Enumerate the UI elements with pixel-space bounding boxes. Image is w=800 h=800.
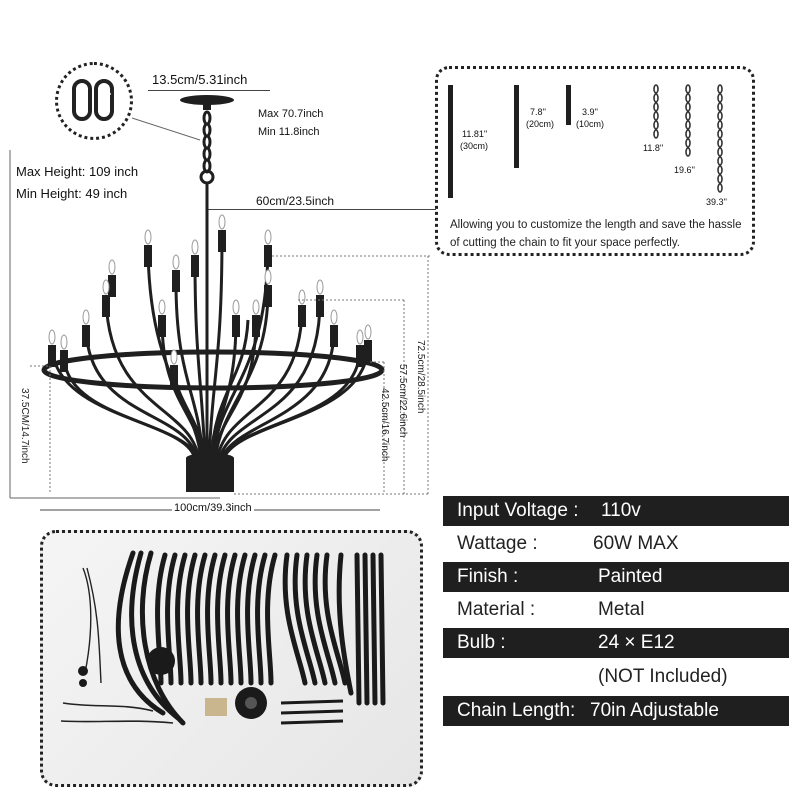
spec-row-wattage (443, 529, 789, 559)
chain-options-box (435, 66, 755, 256)
chain-short-label: 11.8'' (643, 143, 664, 153)
rod-20cm-inch: 7.8'' (530, 107, 546, 117)
spec-row-finish (443, 562, 789, 592)
lower-height-label: 37.5CM/14.7inch (19, 388, 30, 464)
min-height-label: Min Height: 49 inch (16, 186, 128, 201)
spec-row-voltage (443, 496, 789, 526)
spec-row-chain (443, 696, 789, 726)
spec-label: Input Voltage : (457, 500, 579, 521)
spec-label: Chain Length: (457, 700, 576, 721)
spec-label: Wattage : (457, 533, 538, 554)
upper-ring-label: 60cm/23.5inch (256, 194, 335, 208)
canopy-width-label: 13.5cm/5.31inch (152, 72, 248, 87)
rod-20cm (514, 85, 519, 168)
width-label: 100cm/39.3inch (174, 502, 252, 514)
spec-label: Material : (457, 599, 536, 620)
chain-max-label: Max 70.7inch (258, 108, 324, 120)
chain-mid-label: 19.6'' (674, 165, 695, 175)
spec-row-bulb-note (443, 662, 789, 692)
spec-row-bulb (443, 628, 789, 658)
rod-10cm-cm: (10cm) (576, 119, 605, 129)
rod-10cm-inch: 3.9'' (582, 107, 598, 117)
spec-value: 110v (601, 500, 641, 521)
spec-value: 70in Adjustable (590, 700, 719, 721)
spec-label: Bulb : (457, 632, 506, 653)
rod-30cm (448, 85, 453, 198)
spec-value: (NOT Included) (598, 666, 728, 687)
spec-label: Finish : (457, 566, 519, 587)
rod-30cm-cm: (30cm) (460, 141, 489, 151)
spec-value: 60W MAX (593, 533, 679, 554)
parts-box (40, 530, 423, 787)
body-height-label: 57.5cm/22.6inch (397, 364, 408, 438)
max-height-label: Max Height: 109 inch (16, 164, 139, 179)
chandelier-illustration (0, 0, 440, 520)
spec-row-material (443, 595, 789, 625)
rod-10cm (566, 85, 571, 125)
spec-value: Painted (598, 566, 663, 587)
spec-value: 24 × E12 (598, 632, 675, 653)
rod-30cm-inch: 11.81'' (462, 129, 488, 139)
chain-min-label: Min 11.8inch (258, 126, 320, 138)
parts-photo (43, 533, 420, 784)
arm-height-label: 42.5cm/16.7inch (379, 388, 390, 462)
chain-note: Allowing you to customize the length and save the hassle of cutting the chain to fit your space perfectly. (450, 219, 742, 249)
rod-20cm-cm: (20cm) (526, 119, 555, 129)
overall-height-label: 72.5cm/28.5inch (415, 340, 426, 414)
chain-long-label: 39.3'' (706, 197, 727, 207)
spec-value: Metal (598, 599, 645, 620)
